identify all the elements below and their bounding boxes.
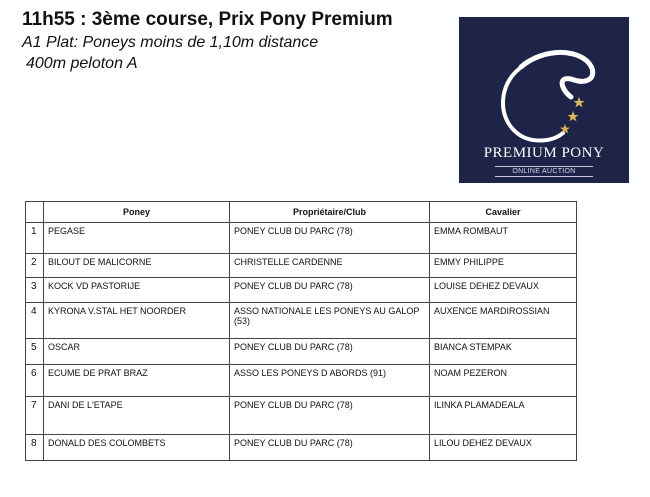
row-number: 6 bbox=[26, 365, 44, 397]
rider-name: ILINKA PLAMADEALA bbox=[430, 397, 577, 435]
owner-club: PONEY CLUB DU PARC (78) bbox=[230, 223, 430, 254]
column-header-rider: Cavalier bbox=[430, 202, 577, 223]
pony-name: PEGASE bbox=[44, 223, 230, 254]
row-number: 5 bbox=[26, 339, 44, 365]
race-distance: 400m peloton A bbox=[26, 55, 138, 72]
owner-club: CHRISTELLE CARDENNE bbox=[230, 254, 430, 278]
table-header-row bbox=[26, 202, 577, 223]
row-number: 8 bbox=[26, 435, 44, 461]
pony-name: BILOUT DE MALICORNE bbox=[44, 254, 230, 278]
column-header-number bbox=[26, 202, 44, 223]
rider-name: LOUISE DEHEZ DEVAUX bbox=[430, 278, 577, 303]
rider-name: AUXENCE MARDIROSSIAN bbox=[430, 303, 577, 339]
column-header-owner: Propriétaire/Club bbox=[230, 202, 430, 223]
star-icon bbox=[568, 111, 579, 121]
rider-name: BIANCA STEMPAK bbox=[430, 339, 577, 365]
pony-name: KOCK VD PASTORIJE bbox=[44, 278, 230, 303]
rider-name: NOAM PEZERON bbox=[430, 365, 577, 397]
logo-brand-name: PREMIUM PONY bbox=[483, 145, 605, 161]
table-row bbox=[26, 365, 577, 397]
race-category: A1 Plat: Poneys moins de 1,10m distance bbox=[22, 34, 319, 51]
owner-club: PONEY CLUB DU PARC (78) bbox=[230, 278, 430, 303]
owner-club: PONEY CLUB DU PARC (78) bbox=[230, 339, 430, 365]
race-header bbox=[22, 8, 393, 74]
owner-club: PONEY CLUB DU PARC (78) bbox=[230, 435, 430, 461]
table-row bbox=[26, 397, 577, 435]
owner-club: ASSO LES PONEYS D ABORDS (91) bbox=[230, 365, 430, 397]
table-row bbox=[26, 254, 577, 278]
row-number: 7 bbox=[26, 397, 44, 435]
row-number: 3 bbox=[26, 278, 44, 303]
premium-pony-logo bbox=[459, 17, 629, 183]
race-title: 11h55 : 3ème course, Prix Pony Premium bbox=[22, 9, 393, 30]
row-number: 2 bbox=[26, 254, 44, 278]
pony-name: DANI DE L'ETAPE bbox=[44, 397, 230, 435]
table-row bbox=[26, 223, 577, 254]
logo-tagline: ONLINE AUCTION bbox=[495, 166, 593, 177]
column-header-pony: Poney bbox=[44, 202, 230, 223]
table-row bbox=[26, 278, 577, 303]
pony-name: ECUME DE PRAT BRAZ bbox=[44, 365, 230, 397]
pony-name: OSCAR bbox=[44, 339, 230, 365]
rider-name: LILOU DEHEZ DEVAUX bbox=[430, 435, 577, 461]
table-row bbox=[26, 303, 577, 339]
rider-name: EMMA ROMBAUT bbox=[430, 223, 577, 254]
owner-club: ASSO NATIONALE LES PONEYS AU GALOP (53) bbox=[230, 303, 430, 339]
owner-club: PONEY CLUB DU PARC (78) bbox=[230, 397, 430, 435]
star-icon bbox=[574, 97, 585, 107]
pony-name: DONALD DES COLOMBETS bbox=[44, 435, 230, 461]
table-row bbox=[26, 339, 577, 365]
row-number: 4 bbox=[26, 303, 44, 339]
rider-name: EMMY PHILIPPE bbox=[430, 254, 577, 278]
entries-table bbox=[25, 201, 577, 461]
table-row bbox=[26, 435, 577, 461]
pony-name: KYRONA V.STAL HET NOORDER bbox=[44, 303, 230, 339]
row-number: 1 bbox=[26, 223, 44, 254]
